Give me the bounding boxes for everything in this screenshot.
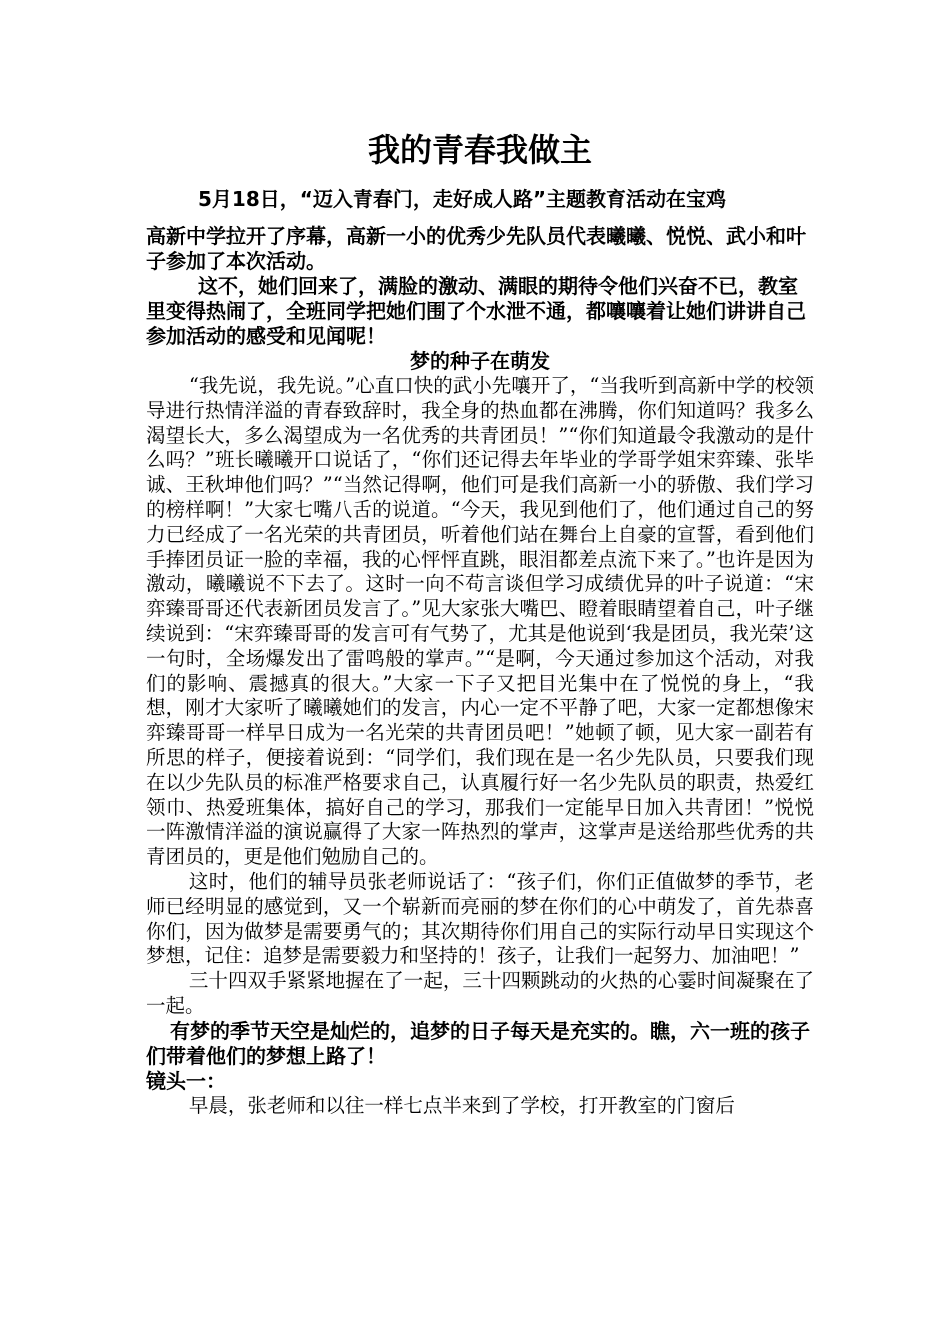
lead-line-rest: 高新中学拉开了序幕，高新一小的优秀少先队员代表曦曦、悦悦、武小和叶子参加了本次活动。 [146,224,806,273]
document-title: 我的青春我做主 [367,131,592,169]
paragraph-return: 这不，她们回来了，满脸的激动、满眼的期待令他们兴奋不已，教室里变得热闹了，全班同学把她们围了个水泄不通，都嚷嚷着让她们讲讲自己参加活动的感受和见闻呢！ [146,274,806,348]
document-body [146,274,814,1119]
paragraph-hands: 三十四双手紧紧地握在了一起，三十四颗跳动的火热的心霎时间凝聚在了一起。 [146,969,814,1017]
paragraph-teacher: 这时，他们的辅导员张老师说话了：“孩子们，你们正值做梦的季节，老师已经明显的感觉到，又一个崭新而亮丽的梦在你们的心中萌发了，首先恭喜你们，因为做梦是需要勇气的；其次期待你们用自己的实际行动早日实现这个梦想，记住：追梦是需要毅力和坚持的！孩子，让我们一起努力、加油吧！” [146,869,814,968]
paragraph-dream: 有梦的季节天空是灿烂的，追梦的日子每天是充实的。瞧，六一班的孩子们带着他们的梦想上路了！ [146,1018,810,1068]
section-heading: 梦的种子在萌发 [410,349,550,373]
paragraph-main-story: “我先说，我先说。”心直口快的武小先嚷开了，“当我听到高新中学的校领导进行热情洋溢的青春致辞时，我全身的热血都在沸腾，你们知道吗？我多么渴望长大，多么渴望成为一名优秀的共青团员！”“你们知道最令我激动的是什么吗？”班长曦曦开口说话了，“你们还记得去年毕业的学哥学姐宋弈臻、张毕诚、王秋坤他们吗？”“当然记得啊，他们可是我们高新一小的骄傲、我们学习的榜样啊！”大家七嘴八舌的说道。“今天，我见到他们了，他们通过自己的努力已经成了一名光荣的共青团员，听着他们站在舞台上自豪的宣誓，看到他们手捧团员证一脸的幸福，我的心怦怦直跳，眼泪都差点流下来了。”也许是因为激动，曦曦说不下去了。这时一向不苟言谈但学习成绩优异的叶子说道：“宋弈臻哥哥还代表新团员发言了。”见大家张大嘴巴、瞪着眼睛望着自己，叶子继续说到：“宋弈臻哥哥的发言可有气势了，尤其是他说到‘我是团员，我光荣’这一句时，全场爆发出了雷鸣般的掌声。”“是啊，今天通过参加这个活动，对我们的影响、震撼真的很大。”大家一下子又把目光集中在了悦悦的身上，“我想，刚才大家听了曦曦她们的发言，内心一定不平静了吧，大家一定都想像宋弈臻哥哥一样早日成为一名光荣的共青团员吧！”她顿了顿，见大家一副若有所思的样子，便接着说到：“同学们，我们现在是一名少先队员，只要我们现在以少先队员的标准严格要求自己，认真履行好一名少先队员的职责，热爱红领巾、热爱班集体，搞好自己的学习，那我们一定能早日加入共青团！”悦悦一阵激情洋溢的演说赢得了大家一阵热烈的掌声，这掌声是送给那些优秀的共青团员的，更是他们勉励自己的。 [146,374,814,869]
lead-paragraph [146,180,814,274]
lead-line-first: 5月18日，“迈入青春门，走好成人路”主题教育活动在宝鸡 [198,187,727,211]
paragraph-morning: 早晨，张老师和以往一样七点半来到了学校，打开教室的门窗后 [188,1093,735,1117]
shot-label: 镜头一： [146,1068,226,1093]
